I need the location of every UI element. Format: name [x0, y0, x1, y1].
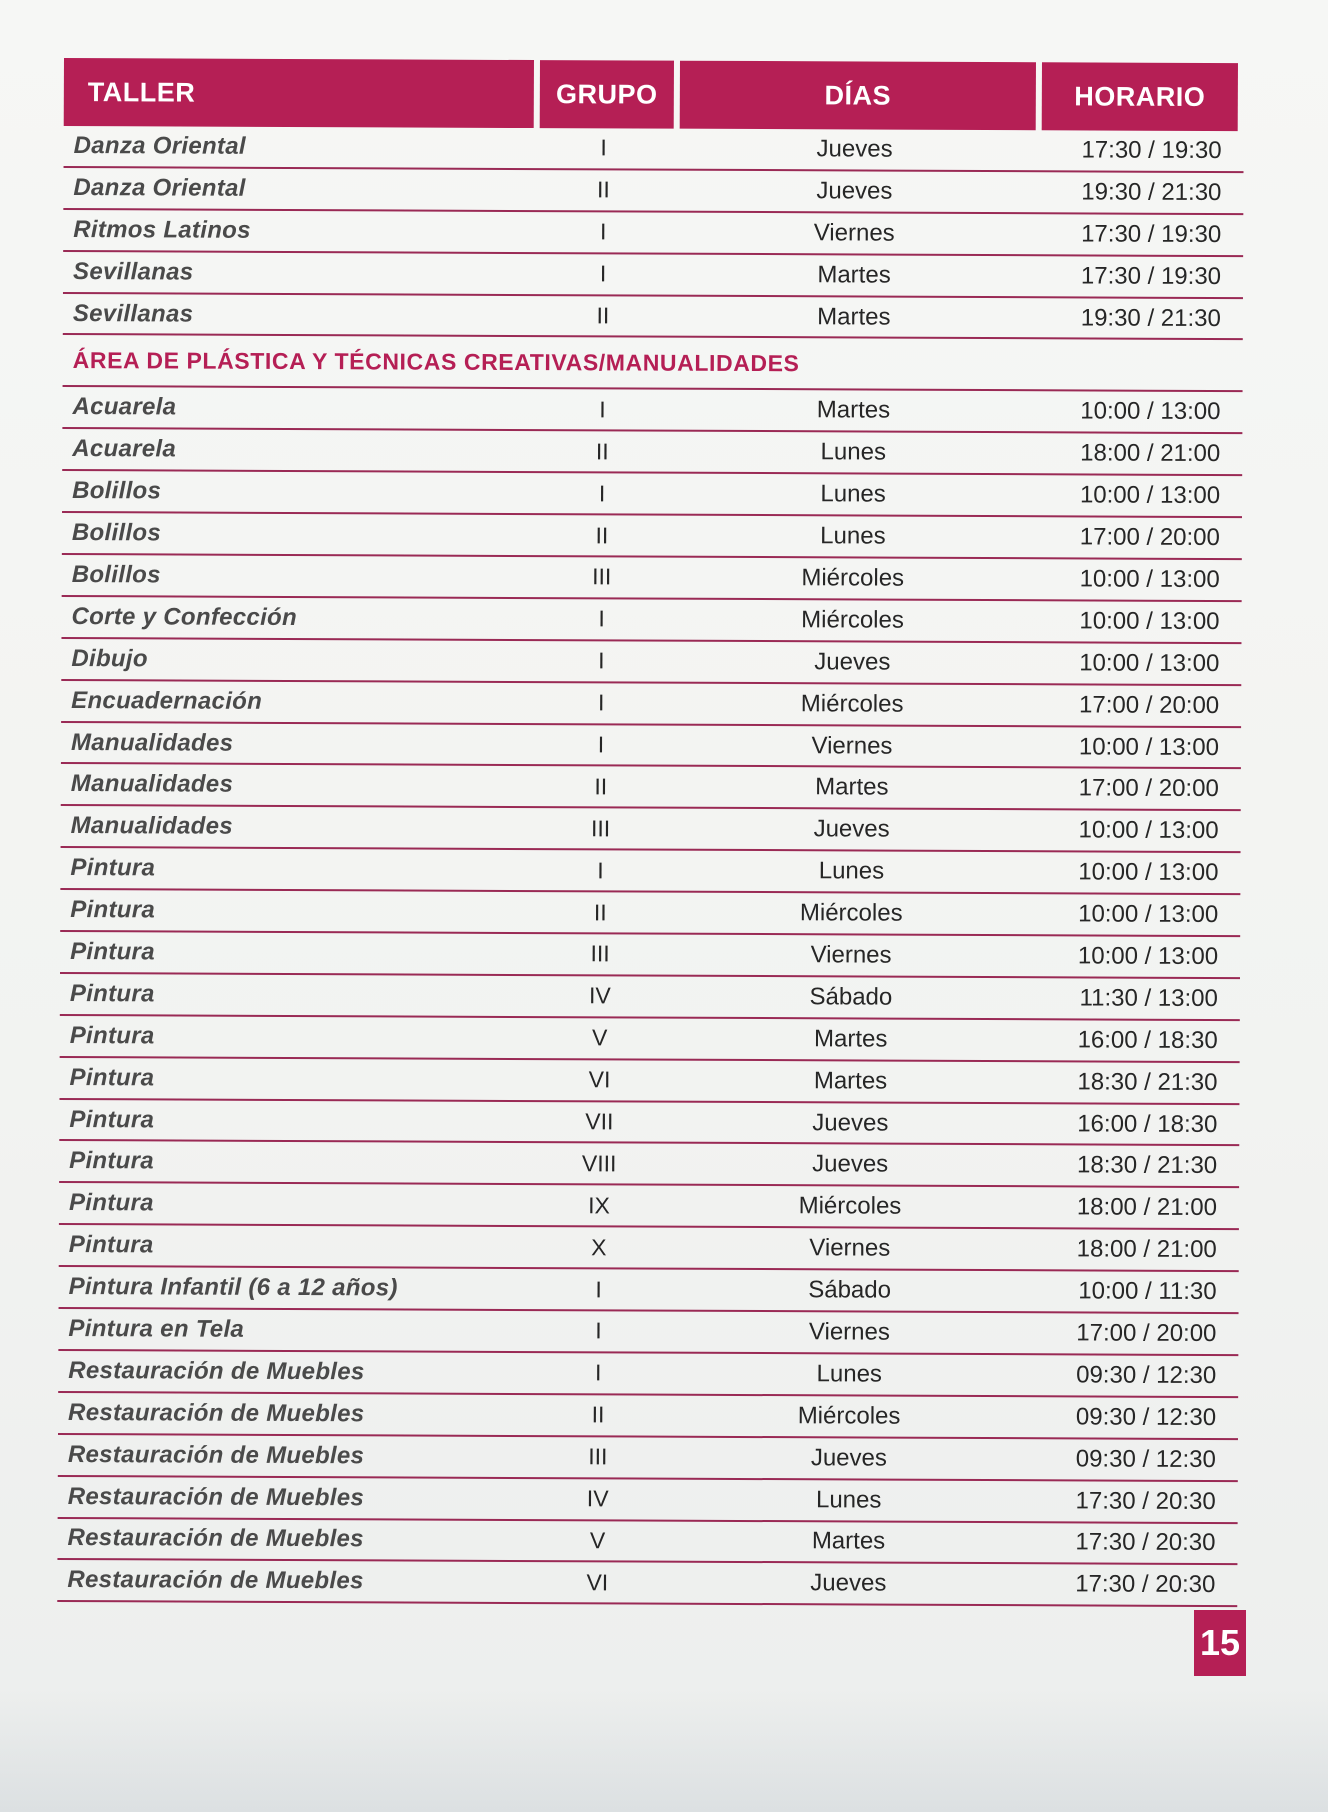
section-title: ÁREA DE PLÁSTICA Y TÉCNICAS CREATIVAS/MANUALIDADES — [63, 335, 1243, 392]
cell-grupo: V — [592, 1024, 608, 1051]
table-row — [61, 764, 1241, 811]
table-row — [61, 639, 1241, 686]
cell-horario: 10:00 / 11:30 — [1078, 1277, 1217, 1306]
table-row — [62, 555, 1242, 602]
cell-grupo: V — [589, 1527, 606, 1554]
cell-grupo: II — [595, 521, 609, 548]
cell-taller: Restauración de Muebles — [67, 1524, 364, 1553]
cell-dias: Jueves — [810, 1569, 887, 1597]
table-row — [61, 681, 1241, 728]
table-row — [59, 1267, 1239, 1314]
cell-horario: 18:30 / 21:30 — [1077, 1068, 1218, 1096]
cell-horario: 18:00 / 21:00 — [1076, 1193, 1218, 1222]
cell-grupo: I — [597, 857, 604, 884]
cell-grupo: VI — [586, 1569, 609, 1596]
cell-grupo: III — [590, 940, 610, 967]
schedule-table — [57, 58, 1244, 1607]
cell-grupo: I — [595, 1275, 602, 1302]
table-row — [60, 932, 1240, 979]
cell-taller: Pintura en Tela — [68, 1315, 245, 1343]
cell-taller: Pintura — [69, 1063, 155, 1092]
cell-taller: Pintura — [68, 1231, 154, 1259]
page-number: 15 — [1194, 1610, 1246, 1676]
cell-taller: Manualidades — [70, 812, 234, 841]
cell-taller: Pintura — [69, 979, 155, 1008]
rows-top-group — [63, 126, 1244, 341]
table-row — [59, 1058, 1239, 1105]
cell-dias: Martes — [811, 1527, 886, 1556]
cell-taller: Pintura — [70, 896, 156, 924]
cell-horario: 10:00 / 13:00 — [1078, 900, 1219, 929]
cell-horario: 17:30 / 20:30 — [1075, 1570, 1216, 1599]
cell-taller: Restauración de Muebles — [67, 1440, 365, 1469]
cell-taller: Sevillanas — [72, 299, 194, 328]
table-row — [58, 1477, 1238, 1524]
cell-dias: Lunes — [818, 857, 885, 885]
cell-dias: Martes — [813, 1025, 888, 1053]
cell-grupo: I — [599, 260, 607, 287]
cell-horario: 17:00 / 20:00 — [1079, 523, 1220, 552]
rows-area-group — [57, 387, 1242, 1607]
cell-horario: 10:00 / 13:00 — [1079, 565, 1220, 594]
table-row — [64, 126, 1244, 173]
table-row — [58, 1435, 1238, 1482]
cell-grupo: I — [598, 480, 606, 507]
cell-taller: Sevillanas — [73, 257, 194, 286]
cell-horario: 17:30 / 19:30 — [1081, 136, 1222, 164]
table-row — [60, 890, 1240, 937]
cell-horario: 10:00 / 13:00 — [1078, 732, 1220, 761]
cell-horario: 17:30 / 19:30 — [1080, 262, 1222, 290]
cell-taller: Pintura — [68, 1189, 154, 1217]
cell-taller: Restauración de Muebles — [68, 1398, 365, 1428]
cell-horario: 10:00 / 13:00 — [1079, 481, 1221, 510]
cell-grupo: III — [592, 563, 612, 590]
cell-dias: Jueves — [810, 1443, 887, 1472]
cell-horario: 17:30 / 20:30 — [1075, 1528, 1216, 1557]
cell-taller: Pintura — [69, 1021, 155, 1050]
cell-taller: Bolillos — [71, 560, 161, 589]
table-row — [59, 1225, 1239, 1272]
cell-dias: Miércoles — [801, 564, 905, 592]
cell-taller: Corte y Confección — [71, 602, 298, 631]
cell-grupo: I — [598, 647, 605, 674]
table-row — [62, 429, 1242, 476]
cell-taller: Pintura Infantil (6 a 12 años) — [68, 1273, 398, 1302]
cell-dias: Miércoles — [797, 1401, 901, 1430]
cell-taller: Restauración de Muebles — [67, 1482, 365, 1511]
page-shadow — [0, 1690, 1328, 1812]
cell-grupo: II — [594, 773, 608, 800]
cell-grupo: II — [596, 176, 610, 203]
cell-dias: Viernes — [808, 1318, 890, 1346]
table-row — [63, 168, 1243, 215]
cell-taller: Bolillos — [72, 477, 162, 505]
table-row — [63, 294, 1243, 341]
cell-grupo: I — [597, 689, 605, 716]
cell-dias: Martes — [817, 260, 891, 289]
cell-horario: 17:00 / 20:00 — [1079, 691, 1220, 719]
cell-horario: 16:00 / 18:30 — [1077, 1026, 1218, 1054]
header-dias: DÍAS — [680, 61, 1036, 131]
cell-dias: Jueves — [812, 1108, 889, 1137]
cell-dias: Lunes — [815, 1485, 882, 1514]
cell-horario: 18:30 / 21:30 — [1076, 1151, 1218, 1180]
cell-taller: Acuarela — [72, 435, 177, 463]
cell-dias: Miércoles — [800, 689, 904, 718]
cell-horario: 09:30 / 12:30 — [1075, 1445, 1216, 1473]
cell-dias: Lunes — [816, 1360, 883, 1388]
cell-dias: Miércoles — [799, 899, 903, 927]
cell-horario: 09:30 / 12:30 — [1076, 1361, 1217, 1389]
cell-dias: Viernes — [811, 731, 893, 760]
cell-horario: 11:30 / 13:00 — [1079, 984, 1218, 1012]
cell-horario: 17:00 / 20:00 — [1078, 774, 1219, 803]
cell-dias: Lunes — [820, 522, 886, 550]
table-row — [61, 597, 1241, 644]
cell-taller: Danza Oriental — [73, 131, 246, 160]
cell-taller: Restauración de Muebles — [67, 1566, 364, 1595]
cell-taller: Restauración de Muebles — [68, 1356, 365, 1386]
cell-dias: Sábado — [808, 1276, 892, 1304]
cell-dias: Viernes — [810, 941, 892, 969]
cell-horario: 10:00 / 13:00 — [1077, 942, 1219, 971]
cell-dias: Miércoles — [801, 606, 904, 634]
cell-horario: 18:00 / 21:00 — [1080, 439, 1221, 468]
table-header — [64, 58, 1244, 131]
cell-horario: 19:30 / 21:30 — [1080, 303, 1221, 332]
cell-grupo: I — [598, 605, 605, 632]
cell-horario: 19:30 / 21:30 — [1081, 178, 1222, 206]
cell-dias: Lunes — [820, 438, 887, 466]
cell-dias: Miércoles — [798, 1192, 902, 1220]
cell-grupo: III — [588, 1443, 608, 1470]
cell-grupo: I — [597, 731, 605, 758]
header-taller: TALLER — [64, 58, 534, 128]
cell-horario: 17:30 / 19:30 — [1081, 220, 1222, 248]
cell-grupo: I — [599, 396, 606, 423]
cell-dias: Martes — [817, 302, 891, 331]
table-row — [61, 806, 1241, 853]
cell-grupo: IX — [588, 1192, 610, 1219]
cell-dias: Lunes — [820, 480, 886, 508]
table-row — [60, 1016, 1240, 1063]
cell-grupo: II — [593, 898, 607, 925]
cell-grupo: II — [595, 438, 609, 465]
cell-horario: 10:00 / 13:00 — [1080, 397, 1221, 426]
cell-taller: Pintura — [70, 854, 156, 882]
cell-dias: Jueves — [816, 177, 893, 205]
table-row — [63, 252, 1243, 299]
cell-horario: 18:00 / 21:00 — [1076, 1235, 1217, 1264]
table-row — [58, 1309, 1238, 1356]
table-row — [59, 1183, 1239, 1230]
header-horario: HORARIO — [1042, 62, 1238, 131]
cell-dias: Viernes — [813, 218, 895, 247]
table-row — [59, 1141, 1239, 1188]
cell-grupo: I — [600, 134, 607, 161]
cell-taller: Danza Oriental — [73, 173, 246, 202]
cell-taller: Dibujo — [71, 644, 148, 673]
table-row — [61, 723, 1241, 770]
cell-taller: Manualidades — [70, 770, 234, 799]
header-grupo: GRUPO — [540, 60, 674, 129]
table-row — [62, 513, 1242, 560]
cell-grupo: VIII — [581, 1150, 617, 1177]
cell-horario: 17:30 / 20:30 — [1075, 1486, 1216, 1515]
cell-grupo: III — [590, 815, 611, 842]
cell-horario: 09:30 / 12:30 — [1075, 1403, 1217, 1431]
cell-taller: Bolillos — [71, 519, 162, 547]
cell-grupo: IV — [588, 982, 611, 1009]
cell-horario: 17:00 / 20:00 — [1076, 1319, 1217, 1348]
cell-dias: Sábado — [809, 983, 893, 1011]
cell-grupo: II — [591, 1401, 605, 1428]
cell-dias: Martes — [815, 773, 889, 802]
cell-grupo: I — [599, 218, 607, 245]
cell-grupo: VII — [585, 1108, 614, 1135]
cell-dias: Viernes — [809, 1234, 891, 1262]
table-row — [60, 974, 1240, 1021]
cell-taller: Pintura — [70, 938, 155, 966]
cell-dias: Jueves — [813, 815, 890, 843]
cell-horario: 10:00 / 13:00 — [1078, 858, 1219, 887]
cell-grupo: X — [591, 1234, 607, 1261]
table-row — [59, 1100, 1239, 1147]
table-row — [62, 471, 1242, 518]
cell-horario: 16:00 / 18:30 — [1077, 1109, 1218, 1138]
table-row — [57, 1518, 1237, 1565]
table-row — [57, 1560, 1237, 1607]
cell-taller: Pintura — [69, 1105, 155, 1133]
cell-grupo: IV — [586, 1485, 609, 1512]
cell-taller: Ritmos Latinos — [73, 215, 251, 244]
cell-grupo: I — [595, 1359, 602, 1386]
cell-dias: Martes — [813, 1066, 888, 1095]
table-row — [60, 848, 1240, 895]
table-row — [58, 1393, 1238, 1440]
cell-grupo: VI — [588, 1066, 611, 1093]
cell-dias: Martes — [816, 396, 891, 424]
cell-taller: Manualidades — [70, 728, 234, 757]
table-row — [58, 1351, 1238, 1398]
cell-taller: Acuarela — [72, 393, 177, 421]
cell-taller: Encuadernación — [71, 686, 263, 715]
cell-horario: 10:00 / 13:00 — [1079, 607, 1220, 635]
cell-horario: 10:00 / 13:00 — [1079, 649, 1220, 677]
cell-horario: 10:00 / 13:00 — [1078, 816, 1219, 845]
cell-grupo: I — [595, 1317, 602, 1344]
cell-taller: Pintura — [69, 1147, 155, 1175]
cell-dias: Jueves — [816, 135, 893, 163]
table-row — [63, 210, 1243, 257]
table-row — [62, 387, 1242, 434]
cell-dias: Jueves — [812, 1150, 889, 1179]
cell-dias: Jueves — [814, 648, 891, 676]
cell-grupo: II — [596, 302, 610, 329]
